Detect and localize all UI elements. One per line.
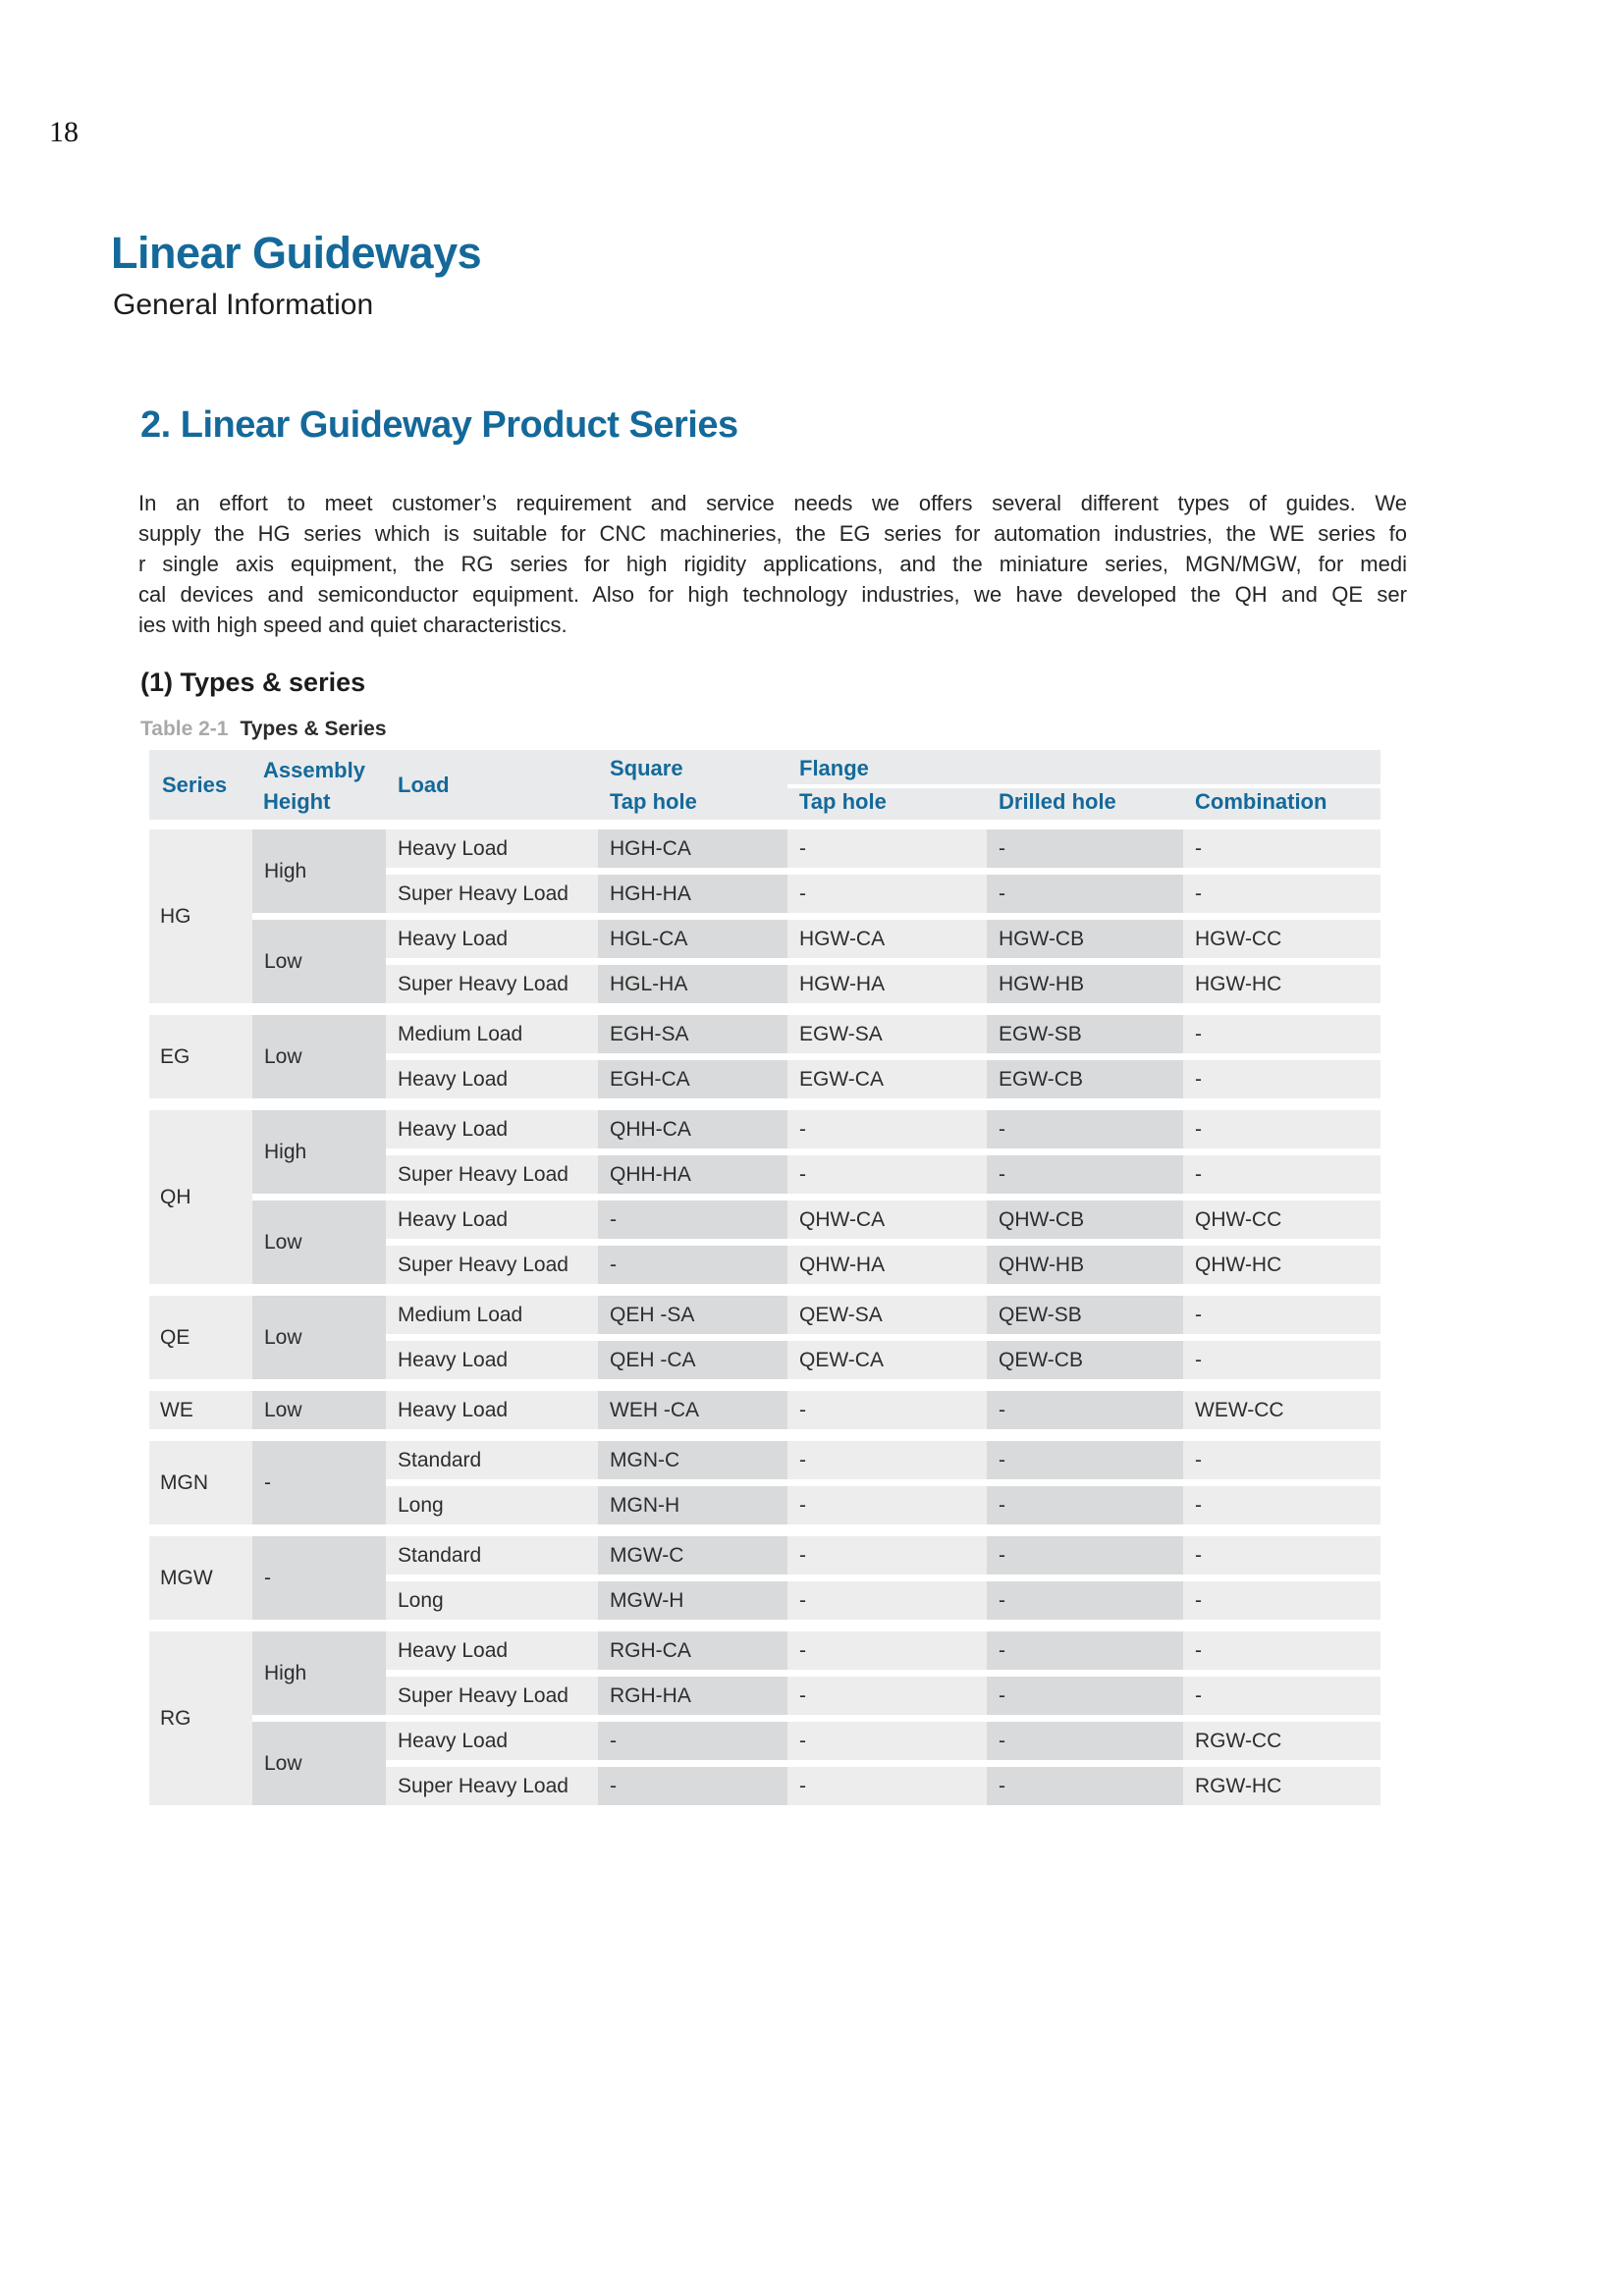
subgroup-rows xyxy=(386,1441,1380,1524)
assembly-height-cell: - xyxy=(252,1441,386,1524)
drilled-hole-cell: QEW-SB xyxy=(987,1296,1183,1334)
table-row xyxy=(386,1391,1380,1429)
series-cell: QE xyxy=(149,1296,252,1379)
assembly-height-subgroup xyxy=(252,1631,1380,1715)
subgroup-rows xyxy=(386,829,1380,913)
load-cell: Heavy Load xyxy=(386,1341,598,1379)
subgroup-rows xyxy=(386,1201,1380,1284)
square-tap-hole-cell: QHH-HA xyxy=(598,1155,787,1194)
series-group-rows xyxy=(252,1296,1380,1379)
subgroup-rows xyxy=(386,1110,1380,1194)
flange-tap-hole-cell: QEW-CA xyxy=(787,1341,987,1379)
table-caption-number: Table 2-1 xyxy=(140,718,229,740)
flange-tap-hole-cell: HGW-HA xyxy=(787,965,987,1003)
series-cell: WE xyxy=(149,1391,252,1429)
square-tap-hole-cell: HGL-HA xyxy=(598,965,787,1003)
assembly-height-cell: Low xyxy=(252,1296,386,1379)
drilled-hole-cell: QEW-CB xyxy=(987,1341,1183,1379)
flange-header-divider xyxy=(787,784,1380,788)
subgroup-rows xyxy=(386,1631,1380,1715)
table-row xyxy=(386,1296,1380,1334)
assembly-height-cell: High xyxy=(252,829,386,913)
series-group-mgn xyxy=(149,1441,1380,1524)
subgroup-rows xyxy=(386,1296,1380,1379)
load-cell: Long xyxy=(386,1486,598,1524)
flange-tap-hole-cell: EGW-SA xyxy=(787,1015,987,1053)
square-tap-hole-cell: RGH-CA xyxy=(598,1631,787,1670)
series-cell: RG xyxy=(149,1631,252,1805)
flange-tap-hole-cell: - xyxy=(787,1110,987,1148)
load-cell: Super Heavy Load xyxy=(386,1246,598,1284)
assembly-height-subgroup xyxy=(252,1441,1380,1524)
table-row xyxy=(386,1631,1380,1670)
assembly-height-subgroup xyxy=(252,1722,1380,1805)
flange-tap-hole-cell: EGW-CA xyxy=(787,1060,987,1098)
square-tap-hole-cell: WEH -CA xyxy=(598,1391,787,1429)
square-tap-hole-cell: EGH-CA xyxy=(598,1060,787,1098)
load-cell: Super Heavy Load xyxy=(386,1767,598,1805)
series-group-hg xyxy=(149,829,1380,1003)
drilled-hole-cell: EGW-SB xyxy=(987,1015,1183,1053)
drilled-hole-cell: - xyxy=(987,1486,1183,1524)
intro-paragraph xyxy=(138,488,1407,640)
combination-cell: WEW-CC xyxy=(1183,1391,1380,1429)
square-tap-hole-cell: MGN-H xyxy=(598,1486,787,1524)
table-body xyxy=(149,829,1380,1805)
load-cell: Heavy Load xyxy=(386,829,598,868)
drilled-hole-cell: QHW-HB xyxy=(987,1246,1183,1284)
intro-line: cal devices and semiconductor equipment. Also for high technology industries, we have developed the QH and QE ser xyxy=(138,582,1407,607)
document-subtitle: General Information xyxy=(113,289,374,321)
square-tap-hole-cell: HGH-CA xyxy=(598,829,787,868)
drilled-hole-cell: QHW-CB xyxy=(987,1201,1183,1239)
square-tap-hole-cell: QHH-CA xyxy=(598,1110,787,1148)
combination-cell: - xyxy=(1183,1631,1380,1670)
series-group-rows xyxy=(252,829,1380,1003)
column-header-assembly-line1: Assembly xyxy=(263,758,365,782)
combination-cell: - xyxy=(1183,1060,1380,1098)
flange-tap-hole-cell: - xyxy=(787,1391,987,1429)
drilled-hole-cell: - xyxy=(987,1581,1183,1620)
drilled-hole-cell: - xyxy=(987,1722,1183,1760)
assembly-height-subgroup xyxy=(252,829,1380,913)
drilled-hole-cell: - xyxy=(987,1441,1183,1479)
series-cell: MGW xyxy=(149,1536,252,1620)
load-cell: Standard xyxy=(386,1441,598,1479)
series-cell: QH xyxy=(149,1110,252,1284)
series-group-eg xyxy=(149,1015,1380,1098)
assembly-height-cell: - xyxy=(252,1536,386,1620)
table-row xyxy=(386,1155,1380,1194)
square-tap-hole-cell: HGL-CA xyxy=(598,920,787,958)
combination-cell: - xyxy=(1183,1341,1380,1379)
drilled-hole-cell: - xyxy=(987,1110,1183,1148)
drilled-hole-cell: - xyxy=(987,1767,1183,1805)
load-cell: Long xyxy=(386,1581,598,1620)
assembly-height-subgroup xyxy=(252,1391,1380,1429)
flange-tap-hole-cell: QHW-CA xyxy=(787,1201,987,1239)
subgroup-rows xyxy=(386,1015,1380,1098)
drilled-hole-cell: - xyxy=(987,1391,1183,1429)
flange-tap-hole-cell: - xyxy=(787,1155,987,1194)
flange-tap-hole-cell: - xyxy=(787,1631,987,1670)
combination-cell: - xyxy=(1183,1155,1380,1194)
intro-line: In an effort to meet customer’s requirement and service needs we offers several different types of guides. We xyxy=(138,491,1407,515)
load-cell: Heavy Load xyxy=(386,1391,598,1429)
combination-cell: - xyxy=(1183,1015,1380,1053)
combination-cell: HGW-HC xyxy=(1183,965,1380,1003)
column-header-square-tap-hole: Tap hole xyxy=(610,789,697,814)
table-row xyxy=(386,829,1380,868)
assembly-height-cell: High xyxy=(252,1110,386,1194)
table-row xyxy=(386,1486,1380,1524)
load-cell: Heavy Load xyxy=(386,1060,598,1098)
combination-cell: QHW-CC xyxy=(1183,1201,1380,1239)
column-header-combination: Combination xyxy=(1195,789,1327,814)
series-group-rows xyxy=(252,1015,1380,1098)
section-heading: 2. Linear Guideway Product Series xyxy=(140,404,738,446)
table-row xyxy=(386,875,1380,913)
table-row xyxy=(386,1246,1380,1284)
square-tap-hole-cell: - xyxy=(598,1246,787,1284)
flange-tap-hole-cell: QHW-HA xyxy=(787,1246,987,1284)
flange-tap-hole-cell: - xyxy=(787,1677,987,1715)
combination-cell: - xyxy=(1183,1110,1380,1148)
table-row xyxy=(386,1536,1380,1575)
combination-cell: QHW-HC xyxy=(1183,1246,1380,1284)
assembly-height-subgroup xyxy=(252,1536,1380,1620)
series-cell: EG xyxy=(149,1015,252,1098)
drilled-hole-cell: HGW-HB xyxy=(987,965,1183,1003)
assembly-height-subgroup xyxy=(252,1201,1380,1284)
load-cell: Super Heavy Load xyxy=(386,1677,598,1715)
drilled-hole-cell: EGW-CB xyxy=(987,1060,1183,1098)
drilled-hole-cell: - xyxy=(987,875,1183,913)
table-row xyxy=(386,1201,1380,1239)
assembly-height-cell: Low xyxy=(252,1391,386,1429)
table-caption xyxy=(140,718,387,741)
square-tap-hole-cell: - xyxy=(598,1201,787,1239)
drilled-hole-cell: - xyxy=(987,1536,1183,1575)
square-tap-hole-cell: - xyxy=(598,1722,787,1760)
square-tap-hole-cell: QEH -CA xyxy=(598,1341,787,1379)
series-group-rows xyxy=(252,1110,1380,1284)
document-title: Linear Guideways xyxy=(111,228,482,278)
table-row xyxy=(386,1722,1380,1760)
column-header-flange: Flange xyxy=(799,756,869,780)
table-row xyxy=(386,1015,1380,1053)
drilled-hole-cell: - xyxy=(987,1631,1183,1670)
page-number: 18 xyxy=(49,116,79,148)
table-row xyxy=(386,1767,1380,1805)
column-header-assembly-line2: Height xyxy=(263,789,331,814)
flange-tap-hole-cell: - xyxy=(787,1722,987,1760)
load-cell: Standard xyxy=(386,1536,598,1575)
load-cell: Medium Load xyxy=(386,1015,598,1053)
types-series-table xyxy=(149,750,1380,1817)
column-header-drilled-hole: Drilled hole xyxy=(999,789,1116,814)
square-tap-hole-cell: MGW-H xyxy=(598,1581,787,1620)
assembly-height-cell: Low xyxy=(252,1201,386,1284)
flange-tap-hole-cell: QEW-SA xyxy=(787,1296,987,1334)
combination-cell: HGW-CC xyxy=(1183,920,1380,958)
column-header-flange-tap-hole: Tap hole xyxy=(799,789,887,814)
load-cell: Heavy Load xyxy=(386,1110,598,1148)
series-group-qe xyxy=(149,1296,1380,1379)
load-cell: Heavy Load xyxy=(386,1631,598,1670)
subgroup-rows xyxy=(386,1391,1380,1429)
load-cell: Heavy Load xyxy=(386,920,598,958)
load-cell: Super Heavy Load xyxy=(386,1155,598,1194)
square-tap-hole-cell: HGH-HA xyxy=(598,875,787,913)
load-cell: Heavy Load xyxy=(386,1201,598,1239)
column-header-series: Series xyxy=(162,772,228,797)
table-header xyxy=(149,750,1380,820)
flange-tap-hole-cell: - xyxy=(787,829,987,868)
intro-line: supply the HG series which is suitable for CNC machineries, the EG series for automation industries, the WE series fo xyxy=(138,521,1407,546)
load-cell: Medium Load xyxy=(386,1296,598,1334)
combination-cell: - xyxy=(1183,1441,1380,1479)
table-row xyxy=(386,1060,1380,1098)
combination-cell: - xyxy=(1183,1581,1380,1620)
series-group-we xyxy=(149,1391,1380,1429)
series-cell: MGN xyxy=(149,1441,252,1524)
flange-tap-hole-cell: - xyxy=(787,875,987,913)
drilled-hole-cell: - xyxy=(987,829,1183,868)
table-caption-title: Types & Series xyxy=(240,718,387,740)
square-tap-hole-cell: MGW-C xyxy=(598,1536,787,1575)
flange-tap-hole-cell: HGW-CA xyxy=(787,920,987,958)
assembly-height-cell: Low xyxy=(252,1015,386,1098)
combination-cell: - xyxy=(1183,1486,1380,1524)
load-cell: Super Heavy Load xyxy=(386,875,598,913)
flange-tap-hole-cell: - xyxy=(787,1441,987,1479)
table-row xyxy=(386,1341,1380,1379)
square-tap-hole-cell: RGH-HA xyxy=(598,1677,787,1715)
assembly-height-cell: High xyxy=(252,1631,386,1715)
combination-cell: - xyxy=(1183,875,1380,913)
types-series-heading: (1) Types & series xyxy=(140,667,366,697)
series-group-rows xyxy=(252,1631,1380,1805)
series-group-rows xyxy=(252,1536,1380,1620)
column-header-square: Square xyxy=(610,756,683,780)
drilled-hole-cell: - xyxy=(987,1155,1183,1194)
combination-cell: RGW-HC xyxy=(1183,1767,1380,1805)
combination-cell: RGW-CC xyxy=(1183,1722,1380,1760)
combination-cell: - xyxy=(1183,1536,1380,1575)
table-row xyxy=(386,1677,1380,1715)
square-tap-hole-cell: - xyxy=(598,1767,787,1805)
flange-tap-hole-cell: - xyxy=(787,1581,987,1620)
table-row xyxy=(386,965,1380,1003)
square-tap-hole-cell: EGH-SA xyxy=(598,1015,787,1053)
table-row xyxy=(386,920,1380,958)
assembly-height-subgroup xyxy=(252,920,1380,1003)
series-group-mgw xyxy=(149,1536,1380,1620)
assembly-height-subgroup xyxy=(252,1110,1380,1194)
load-cell: Heavy Load xyxy=(386,1722,598,1760)
column-header-load: Load xyxy=(398,772,450,797)
assembly-height-cell: Low xyxy=(252,920,386,1003)
flange-tap-hole-cell: - xyxy=(787,1767,987,1805)
intro-line: r single axis equipment, the RG series for high rigidity applications, and the miniature series, MGN/MGW, for medi xyxy=(138,552,1407,576)
combination-cell: - xyxy=(1183,1677,1380,1715)
subgroup-rows xyxy=(386,920,1380,1003)
square-tap-hole-cell: QEH -SA xyxy=(598,1296,787,1334)
drilled-hole-cell: HGW-CB xyxy=(987,920,1183,958)
table-row xyxy=(386,1581,1380,1620)
combination-cell: - xyxy=(1183,829,1380,868)
assembly-height-cell: Low xyxy=(252,1722,386,1805)
assembly-height-subgroup xyxy=(252,1296,1380,1379)
table-row xyxy=(386,1110,1380,1148)
flange-tap-hole-cell: - xyxy=(787,1536,987,1575)
column-header-assembly-height xyxy=(263,755,365,818)
drilled-hole-cell: - xyxy=(987,1677,1183,1715)
load-cell: Super Heavy Load xyxy=(386,965,598,1003)
intro-line: ies with high speed and quiet characteristics. xyxy=(138,613,568,637)
square-tap-hole-cell: MGN-C xyxy=(598,1441,787,1479)
flange-tap-hole-cell: - xyxy=(787,1486,987,1524)
series-group-qh xyxy=(149,1110,1380,1284)
series-cell: HG xyxy=(149,829,252,1003)
table-row xyxy=(386,1441,1380,1479)
subgroup-rows xyxy=(386,1536,1380,1620)
subgroup-rows xyxy=(386,1722,1380,1805)
combination-cell: - xyxy=(1183,1296,1380,1334)
series-group-rows xyxy=(252,1391,1380,1429)
series-group-rg xyxy=(149,1631,1380,1805)
assembly-height-subgroup xyxy=(252,1015,1380,1098)
series-group-rows xyxy=(252,1441,1380,1524)
